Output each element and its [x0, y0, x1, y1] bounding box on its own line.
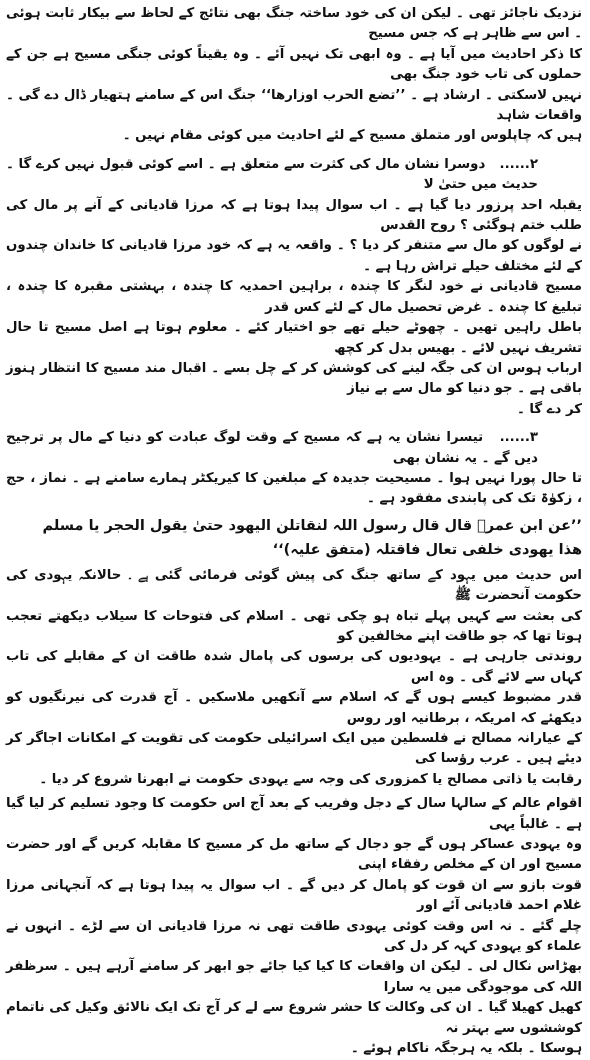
paragraph-5 [6, 794, 582, 1059]
text-line: رقابت یا ذاتی مصالح یا کمزوری کی وجہ سے یہودی حکومت نے ابھرنا شروع کر دیا ۔ [39, 771, 582, 787]
text-line: کھیل کھیلا گیا ۔ ان کی وکالت کا حشر شروع سے لے کر آج تک ایک نالائق وکیل کی ناتمام کوششوں سے بہتر نہ [6, 1000, 582, 1036]
text-line: ہیں کہ چاپلوس اور متملق مسیح کے لئے احادیث میں کوئی مقام نہیں ۔ [122, 128, 582, 144]
text-line: نے لوگوں کو مال سے متنفر کر دیا ؟ ۔ واقعہ یہ ہے کہ خود مرزا قادیانی کا خاندان چندوں کے لئے مختلف حیلے تراش رہا ہے ۔ [6, 238, 582, 274]
text-line: اس حدیث میں یہود کے ساتھ جنگ کی پیش گوئی فرمائی گئی ہے ۔ حالانکہ یہودی کی حکومت آنحضرت ﷺ [6, 567, 582, 604]
text-line: ارباب ہوس ان کی جگہ لینے کی کوشش کر کے چل بسے ۔ اقبال مند مسیح کا انتظار ہنوز باقی ہے ۔ جو دنیا کو مال سے بے نیاز [6, 360, 582, 397]
paragraph-3 [6, 428, 582, 510]
text-line [6, 155, 582, 196]
arabic-line: ’’عن ابن عمرؓ قال قال رسول اللہ لنقاتلن الیھود حتیٰ یقول الحجر یا مسلم [42, 517, 582, 534]
point-number: ۲...... [499, 156, 538, 172]
text-line: اقوام عالم کے سالہا سال کے دجل وفریب کے بعد آج اس حکومت کا وجود تسلیم کر لیا گیا ہے ۔ غالباً یہی [6, 796, 582, 832]
text-line: کے عیارانہ مصالح نے فلسطین میں ایک اسرائیلی حکومت کی تقویت کے امکانات اجاگر کر دیئے ہیں ۔ عرب رؤسا کی [6, 731, 582, 767]
text-line: قدر مضبوط کیسے ہوں گے کہ اسلام سے آنکھیں ملاسکیں ۔ آج قدرت کی نیرنگیوں کو دیکھئے کہ امریکہ ، برطانیہ اور روس [6, 690, 582, 726]
text-line: کی بعثت سے کہیں پہلے تباہ ہو چکی تھی ۔ اسلام کی فتوحات کا سیلاب دیکھتے تعجب ہوتا تھا کہ جو طاقت اپنے مخالفین کو [6, 608, 582, 644]
paragraph-4 [6, 566, 582, 790]
text-line: یقبلہ احد پرزور دیا گیا ہے ۔ اب سوال پیدا ہوتا ہے کہ مرزا قادیانی کے آنے پر مال کی طلب ختم ہوگئی ؟ روح القدس [6, 197, 582, 234]
arabic-line: ھذا یھودی خلفی تعال فاقتلہ (متفق علیہ)‘‘ [272, 541, 582, 558]
paragraph-2 [6, 155, 582, 420]
text-span: دوسرا نشان مال کی کثرت سے متعلق ہے ۔ اسے کوئی قبول نہیں کرے گا ۔ حدیث میں حتیٰ لا [6, 156, 538, 193]
text-line: باطل راہیں تھیں ۔ چھوٹے حیلے تھے جو اختیار کئے ۔ معلوم ہوتا ہے اصل مسیح تا حال تشریف نہیں لائے ۔ بھیس بدل کر کچھ [6, 320, 582, 356]
text-line: قوت بازو سے ان قوت کو پامال کر دیں گے ۔ اب سوال یہ پیدا ہوتا ہے کہ آنجہانی مرزا غلام احمد قادیانی آئے اور [6, 877, 582, 914]
text-line: نہیں لاسکتی ۔ ارشاد ہے ۔ ’’تضع الحرب اوزارھا‘‘ جنگ اس کے سامنے ہتھیار ڈال دے گی ۔ واقعات شاہد [6, 87, 582, 124]
text-line: نزدیک ناجائز تھی ۔ لیکن ان کی خود ساختہ جنگ بھی نتائج کے لحاظ سے بیکار ثابت ہوئی ۔ اس سے ظاہر ہے کہ جس مسیح [6, 6, 582, 42]
text-line: تا حال پورا نہیں ہوا ۔ مسیحیت جدیدہ کے مبلغین کا کیریکٹر ہمارے سامنے ہے ۔ نماز ، حج ، زکوٰۃ تک کی پابندی مفقود ہے ۔ [6, 470, 582, 507]
text-line: مسیح قادیانی نے خود لنگر کا چندہ ، براہین احمدیہ کا چندہ ، بہشتی مقبرہ کا چندہ ، تبلیغ کا چندہ ۔ غرض تحصیل مال کے لئے کس قدر [6, 279, 582, 315]
text-line: وہ یہودی عساکر ہوں گے جو دجال کے ساتھ مل کر مسیح کا مقابلہ کریں گے اور حضرت مسیح اور ان کے مخلص رفقاء اپنی [6, 837, 582, 873]
hadith-quote [6, 514, 582, 562]
text-line: چلے گئے ۔ نہ اس وقت کوئی یہودی طاقت تھی نہ مرزا قادیانی ان سے لڑے ۔ انہوں نے علماء کو یہودی کہہ کر دل کی [6, 918, 582, 955]
text-line: کر دے گا ۔ [516, 401, 582, 417]
text-line: بھڑاس نکال لی ۔ لیکن ان واقعات کا کیا کیا جائے جو ابھر کر سامنے آرہے ہیں ۔ سرظفر اللہ کی موجودگی میں یہ سارا [6, 959, 582, 995]
text-line: روندتی جارہی ہے ۔ یہودیوں کی برسوں کی پامال شدہ طاقت ان کے مقابلے کی تاب کہاں سے لائے گی ۔ وہ اس [6, 649, 582, 685]
text-line: کا ذکر احادیث میں آیا ہے ۔ وہ ابھی تک نہیں آئے ۔ وہ یقیناً کوئی جنگی مسیح ہے جن کے حملوں کی تاب خود جنگ بھی [6, 46, 582, 83]
text-line [6, 428, 582, 469]
point-number: ۳...... [499, 430, 538, 446]
paragraph-1 [6, 4, 582, 147]
text-span: تیسرا نشان یہ ہے کہ مسیح کے وقت لوگ عبادت کو دنیا کے مال پر ترجیح دیں گے ۔ یہ نشان بھی [6, 430, 538, 466]
text-line: ہوسکا ۔ بلکہ یہ ہرجگہ ناکام ہوئے ۔ [350, 1041, 582, 1057]
